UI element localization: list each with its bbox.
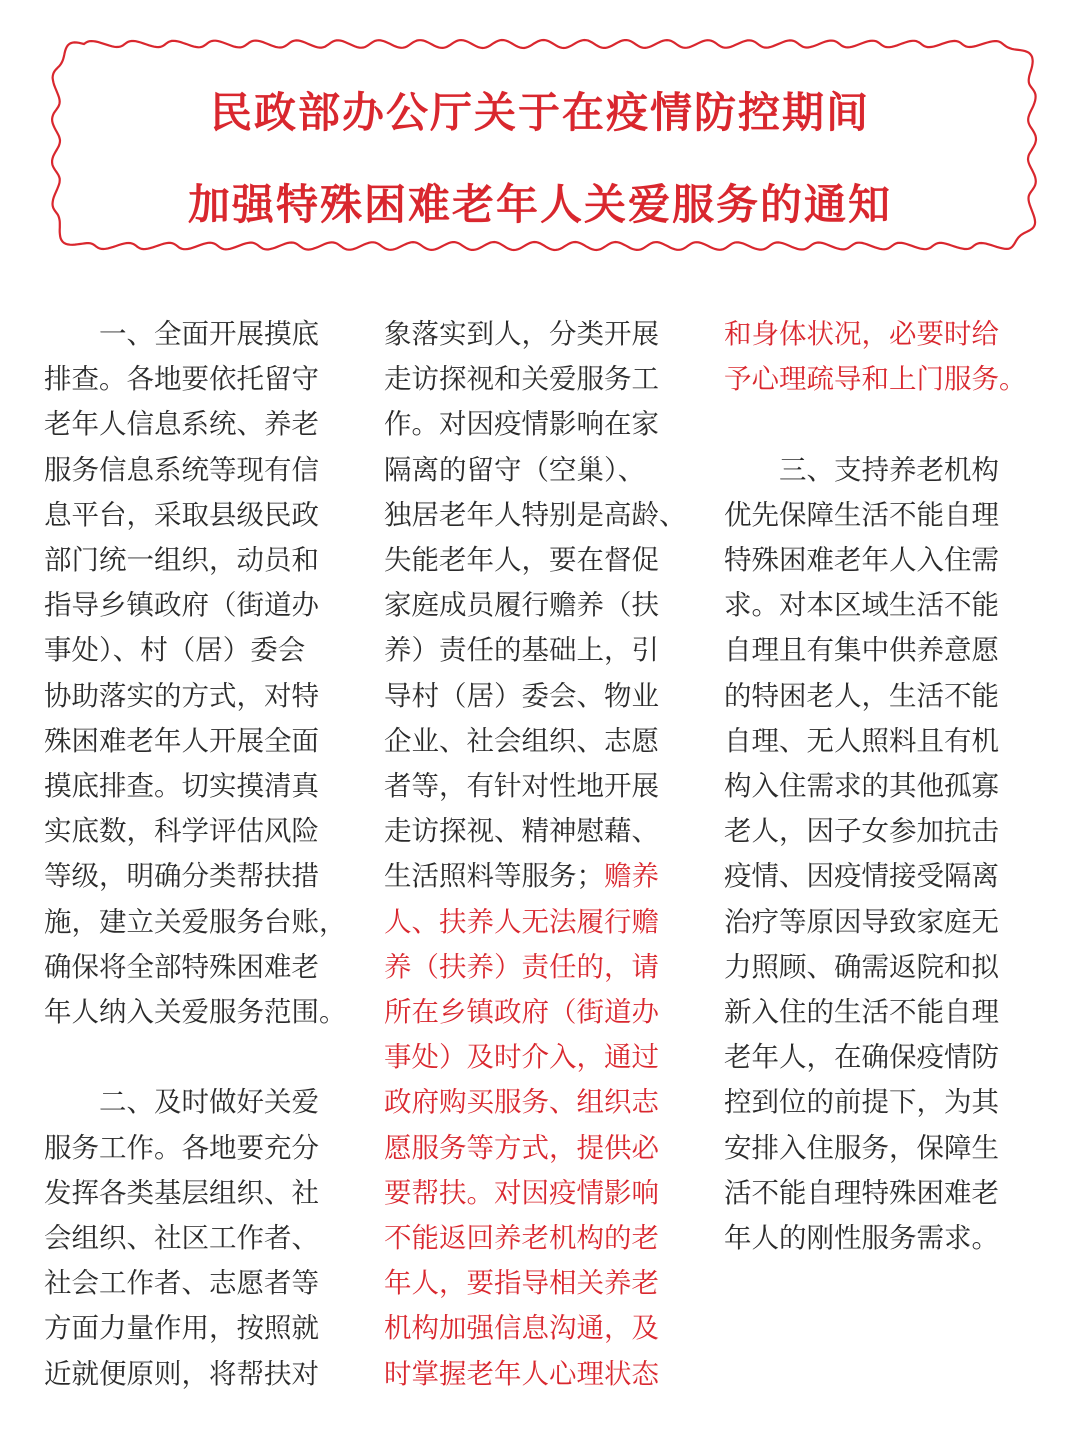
text-line: 排查。各地要依托留守 [44, 363, 319, 396]
text-line: 事处）、村（居）委会 [44, 634, 306, 667]
text-column-3 [724, 312, 1042, 1261]
highlighted-text-line: 政府购买服务、组织志 [384, 1086, 659, 1119]
highlighted-text: 赡养 [604, 860, 659, 893]
text-line: 独居老年人特别是高龄、 [384, 498, 687, 531]
text-column-1 [44, 312, 362, 1397]
text-line: 年人的刚性服务需求。 [724, 1222, 999, 1255]
highlighted-text-line: 予心理疏导和上门服务。 [724, 363, 1027, 396]
highlighted-text-line: 愿服务等方式，提供必 [384, 1131, 659, 1164]
text-line: 走访探视、精神慰藉、 [384, 815, 659, 848]
text-line: 三、支持养老机构 [779, 453, 999, 486]
title-line-1: 民政部办公厅关于在疫情防控期间 [209, 88, 870, 137]
text-line: 作。对因疫情影响在家 [384, 408, 659, 441]
text-line: 指导乡镇政府（街道办 [44, 589, 319, 622]
highlighted-text-line: 人、扶养人无法履行赡 [384, 905, 659, 938]
text-line: 息平台，采取县级民政 [44, 498, 319, 531]
highlighted-text-line: 养（扶养）责任的，请 [384, 950, 659, 983]
text-line: 一、全面开展摸底 [99, 318, 319, 350]
text-line: 发挥各类基层组织、社 [44, 1176, 319, 1209]
text-line: 部门统一组织，动员和 [44, 544, 319, 577]
text-column-2 [384, 312, 702, 1397]
text-line: 施，建立关爱服务台账， [44, 905, 347, 938]
text-line: 摸底排查。切实摸清真 [44, 770, 319, 803]
text-line: 家庭成员履行赡养（扶 [384, 589, 659, 622]
text-line: 服务工作。各地要充分 [44, 1131, 319, 1164]
text-line: 求。对本区域生活不能 [724, 589, 999, 622]
text-line [384, 854, 702, 899]
text-line: 活不能自理特殊困难老 [724, 1176, 999, 1209]
highlighted-text-line: 不能返回养老机构的老 [384, 1222, 659, 1255]
text-line: 会组织、社区工作者、 [44, 1222, 319, 1255]
title-line-2: 加强特殊困难老年人关爱服务的通知 [187, 180, 892, 229]
text-line: 安排入住服务，保障生 [724, 1131, 999, 1164]
text-line: 二、及时做好关爱 [99, 1086, 319, 1119]
highlighted-text-line: 要帮扶。对因疫情影响 [384, 1176, 659, 1209]
text-segment: 生活照料等服务； [384, 860, 604, 893]
highlighted-text-line: 年人，要指导相关养老 [384, 1267, 659, 1300]
text-line: 老年人，在确保疫情防 [724, 1041, 999, 1074]
text-line: 养）责任的基础上，引 [384, 634, 659, 667]
highlighted-text-line: 时掌握老年人心理状态 [384, 1357, 659, 1390]
text-line: 社会工作者、志愿者等 [44, 1267, 319, 1300]
text-line: 协助落实的方式，对特 [44, 679, 319, 712]
highlighted-text-line: 和身体状况，必要时给 [724, 318, 999, 350]
text-line: 隔离的留守（空巢）、 [384, 453, 646, 486]
text-line: 者等，有针对性地开展 [384, 770, 659, 803]
text-line: 实底数，科学评估风险 [44, 815, 319, 848]
text-line: 近就便原则，将帮扶对 [44, 1357, 319, 1390]
text-line: 力照顾、确需返院和拟 [724, 950, 999, 983]
highlighted-text-line: 机构加强信息沟通，及 [384, 1312, 659, 1345]
text-line: 自理、无人照料且有机 [724, 724, 999, 757]
text-line: 治疗等原因导致家庭无 [724, 905, 999, 938]
text-line: 服务信息系统等现有信 [44, 453, 319, 486]
text-line: 特殊困难老年人入住需 [724, 544, 999, 576]
text-line: 确保将全部特殊困难老 [44, 950, 319, 983]
text-line: 殊困难老年人开展全面 [44, 724, 319, 757]
text-line: 导村（居）委会、物业 [384, 679, 659, 712]
highlighted-text-line: 事处）及时介入，通过 [384, 1041, 659, 1074]
highlighted-text-line: 所在乡镇政府（街道办 [384, 996, 659, 1029]
text-line: 的特困老人，生活不能 [724, 679, 999, 712]
text-line: 疫情、因疫情接受隔离 [724, 860, 999, 893]
text-line: 方面力量作用，按照就 [44, 1312, 319, 1345]
text-line: 优先保障生活不能自理 [724, 498, 999, 531]
text-line: 老人，因子女参加抗击 [724, 815, 999, 848]
text-line: 等级，明确分类帮扶措 [44, 860, 319, 893]
text-line: 年人纳入关爱服务范围。 [44, 996, 347, 1029]
text-line: 新入住的生活不能自理 [724, 996, 999, 1029]
text-line: 老年人信息系统、养老 [44, 408, 319, 441]
text-line: 走访探视和关爱服务工 [384, 363, 659, 396]
text-line: 自理且有集中供养意愿 [724, 634, 999, 667]
text-line: 控到位的前提下，为其 [724, 1086, 999, 1119]
text-line: 失能老年人，要在督促 [384, 544, 659, 577]
text-line: 企业、社会组织、志愿 [384, 724, 659, 757]
text-line: 象落实到人，分类开展 [384, 318, 659, 350]
text-line: 构入住需求的其他孤寡 [724, 770, 999, 803]
